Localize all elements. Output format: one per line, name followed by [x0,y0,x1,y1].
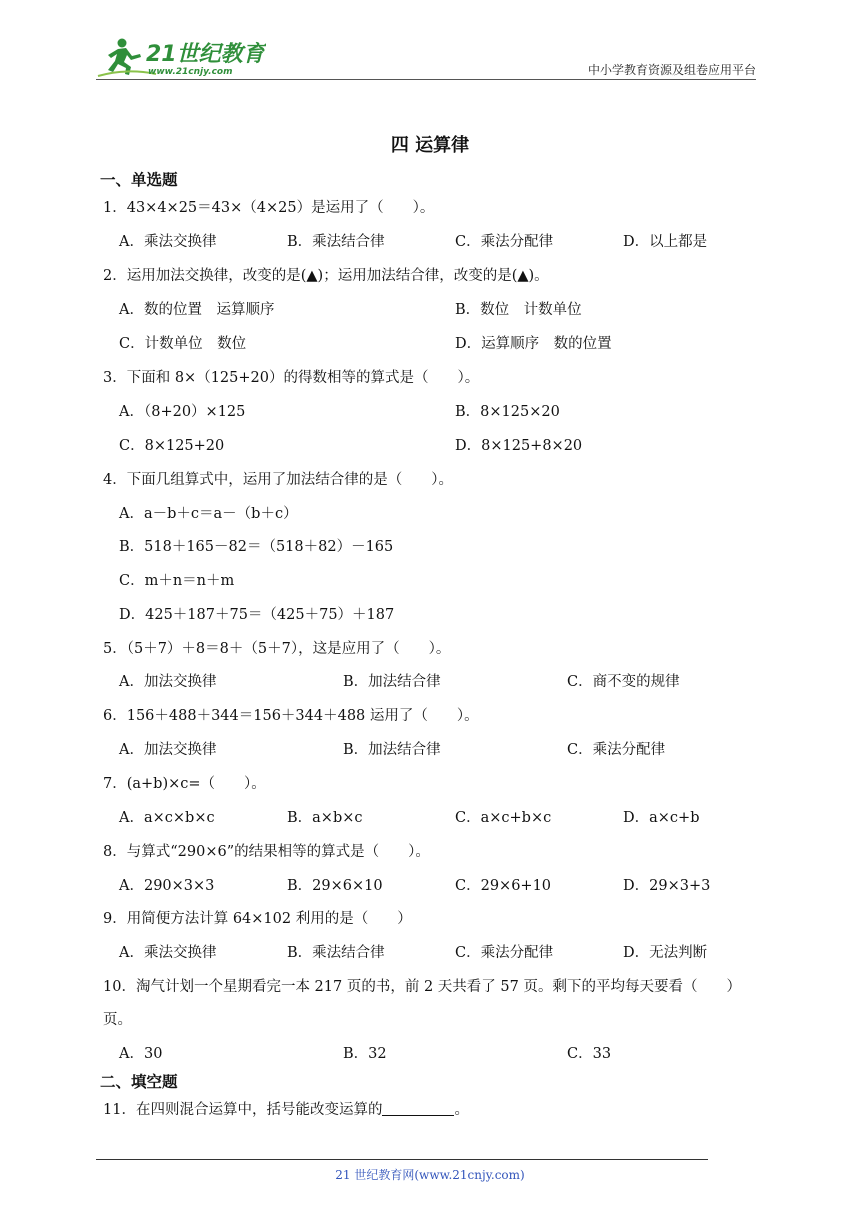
q1-option-b[interactable]: B．乘法结合律 [287,234,385,250]
question-7: 7．(a+b)×c=（ ）。 [103,776,266,792]
q9-option-a[interactable]: A．乘法交换律 [119,945,217,961]
question-1: 1．43×4×25＝43×（4×25）是运用了（ ）。 [103,200,435,216]
q10-option-a[interactable]: A．30 [119,1046,163,1062]
q6-option-b[interactable]: B．加法结合律 [343,742,441,758]
q7-option-a[interactable]: A．a×c×b×c [119,810,215,826]
q2-option-b[interactable]: B．数位 计数单位 [455,302,582,318]
q7-option-b[interactable]: B．a×b×c [287,810,363,826]
q9-option-d[interactable]: D．无法判断 [623,945,708,961]
page-title: 四 运算律 [390,135,470,156]
q2-option-c[interactable]: C．计数单位 数位 [119,336,247,352]
question-9: 9．用简便方法计算 64×102 利用的是（ ） [103,911,412,927]
q8-option-c[interactable]: C．29×6+10 [455,878,552,894]
q5-option-b[interactable]: B．加法结合律 [343,674,441,690]
q8-option-b[interactable]: B．29×6×10 [287,878,383,894]
question-4: 4．下面几组算式中，运用了加法结合律的是（ ）。 [103,472,453,488]
question-10: 10．淘气计划一个星期看完一本 217 页的书，前 2 天共看了 57 页。剩下的平均每天要看（ ） [103,979,741,995]
q7-option-d[interactable]: D．a×c+b [623,810,700,826]
header-divider [96,79,756,80]
q4-option-d[interactable]: D．425＋187＋75＝（425＋75）＋187 [119,607,395,623]
question-10-continued: 页。 [103,1012,132,1028]
q6-option-c[interactable]: C．乘法分配律 [567,742,666,758]
question-11 [103,1098,469,1119]
q6-option-a[interactable]: A．加法交换律 [119,742,217,758]
q3-option-d[interactable]: D．8×125+8×20 [455,438,583,454]
question-6: 6．156＋488＋344＝156＋344＋488 运用了（ ）。 [103,708,479,724]
q10-option-b[interactable]: B．32 [343,1046,387,1062]
question-3: 3．下面和 8×（125+20）的得数相等的算式是（ ）。 [103,370,480,386]
q4-option-a[interactable]: A．a－b＋c＝a－（b＋c） [119,506,298,522]
footer-divider [96,1159,708,1160]
q3-option-a[interactable]: A．（8+20）×125 [119,404,246,420]
answer-blank[interactable] [382,1101,454,1116]
q8-option-d[interactable]: D．29×3+3 [623,878,711,894]
q3-option-c[interactable]: C．8×125+20 [119,438,225,454]
section-heading-single-choice: 一、单选题 [100,171,178,189]
question-5: 5．（5＋7）＋8＝8＋（5＋7），这是应用了（ ）。 [103,641,451,657]
question-11-end: 。 [454,1102,469,1118]
q9-option-b[interactable]: B．乘法结合律 [287,945,385,961]
q3-option-b[interactable]: B．8×125×20 [455,404,560,420]
q8-option-a[interactable]: A．290×3×3 [119,878,215,894]
q2-option-a[interactable]: A．数的位置 运算顺序 [119,302,275,318]
q5-option-a[interactable]: A．加法交换律 [119,674,217,690]
q1-option-d[interactable]: D．以上都是 [623,234,708,250]
q9-option-c[interactable]: C．乘法分配律 [455,945,554,961]
q4-option-c[interactable]: C．m＋n＝n＋m [119,573,235,589]
q2-option-d[interactable]: D．运算顺序 数的位置 [455,336,612,352]
logo-text: 21世纪教育 [146,42,265,67]
q5-option-c[interactable]: C．商不变的规律 [567,674,680,690]
question-2: 2．运用加法交换律，改变的是(▲)；运用加法结合律，改变的是(▲)。 [103,268,549,284]
q1-option-c[interactable]: C．乘法分配律 [455,234,554,250]
logo-url: www.21cnjy.com [148,67,233,77]
footer-link[interactable]: 21 世纪教育网(www.21cnjy.com) [335,1168,525,1182]
question-11-stem: 11．在四则混合运算中，括号能改变运算的 [103,1102,383,1118]
platform-name: 中小学教育资源及组卷应用平台 [587,63,756,77]
q7-option-c[interactable]: C．a×c+b×c [455,810,552,826]
question-8: 8．与算式“290×6”的结果相等的算式是（ ）。 [103,844,430,860]
q1-option-a[interactable]: A．乘法交换律 [119,234,217,250]
q4-option-b[interactable]: B．518＋165－82＝（518＋82）－165 [119,539,394,555]
section-heading-fill-blank: 二、填空题 [100,1073,178,1091]
site-logo [96,34,266,80]
q10-option-c[interactable]: C．33 [567,1046,612,1062]
